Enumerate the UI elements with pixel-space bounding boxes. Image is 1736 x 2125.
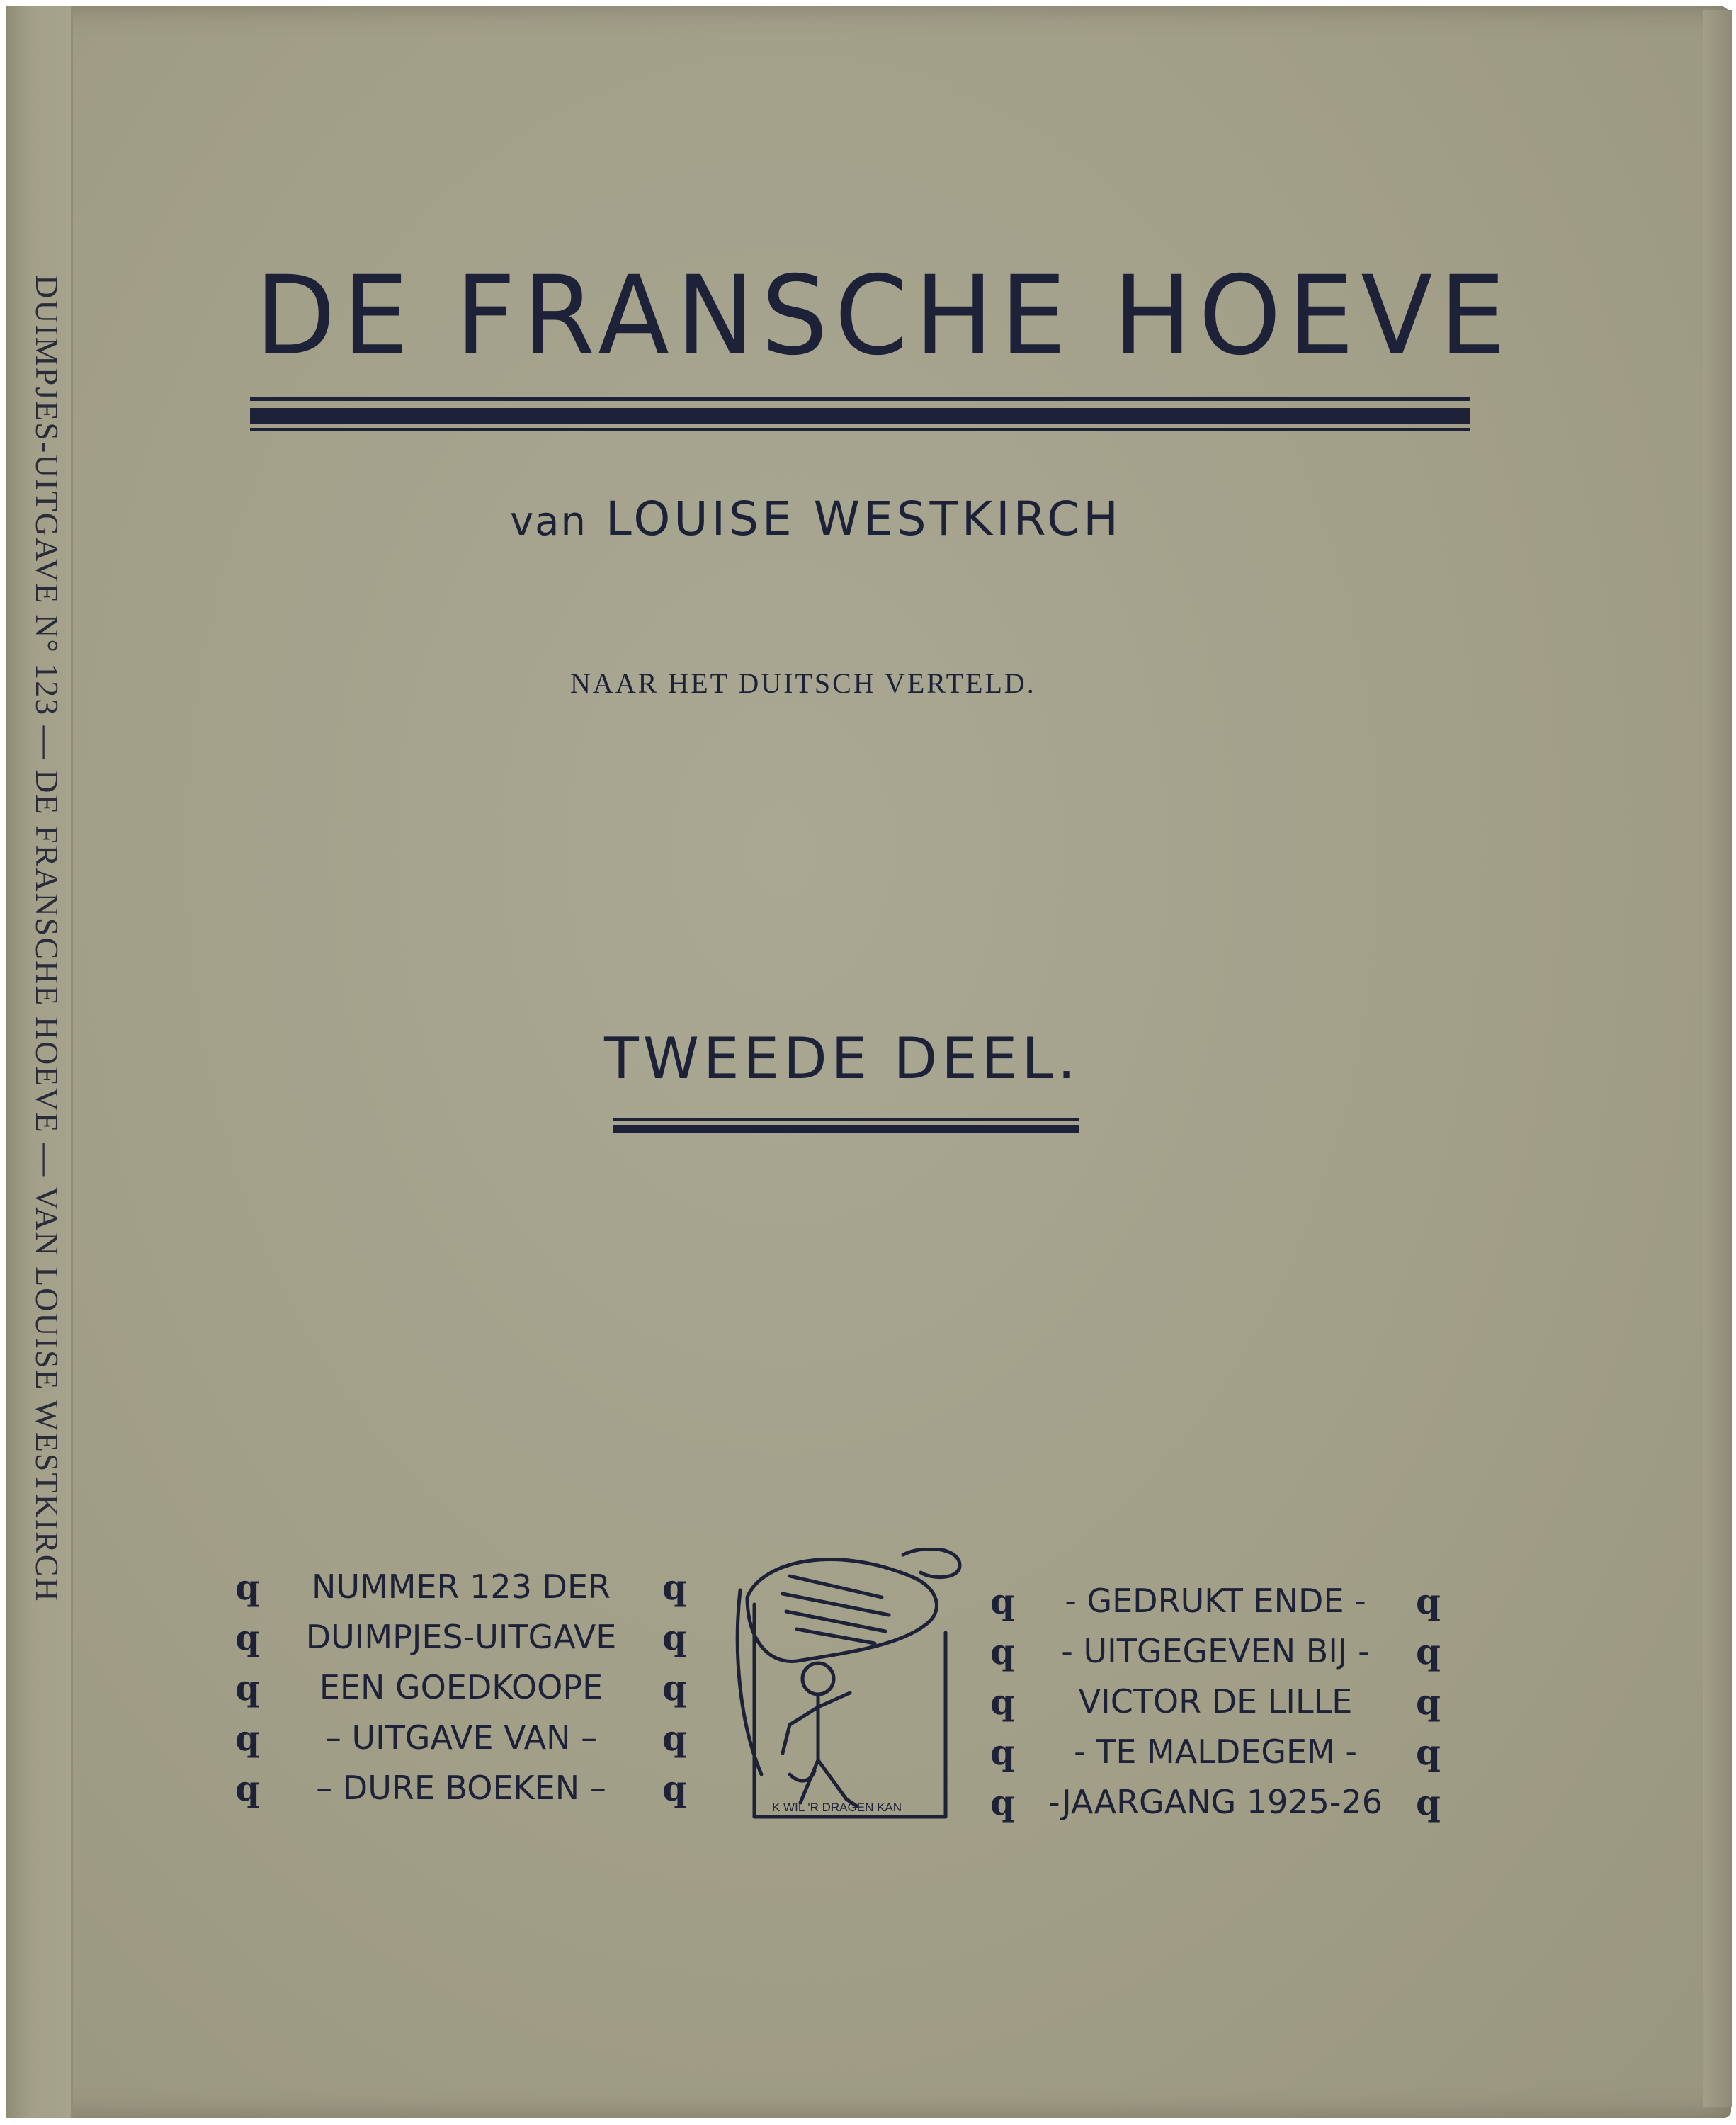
cover-right-edge xyxy=(1703,10,1732,2107)
colophon-left-line xyxy=(235,1713,687,1763)
title-rule-main xyxy=(250,408,1470,424)
colophon-left-line xyxy=(235,1763,687,1813)
colophon-right-line xyxy=(990,1677,1441,1727)
title-rule-bottom xyxy=(250,428,1470,431)
paragraph-mark-icon: q xyxy=(235,1767,260,1809)
colophon-right-text: - UITGEGEVEN BIJ - xyxy=(1061,1632,1370,1670)
paragraph-mark-icon: q xyxy=(990,1681,1015,1723)
emblem-motto: K WIL 'R DRAGEN KAN xyxy=(772,1801,902,1814)
colophon-right-line xyxy=(990,1727,1441,1777)
paragraph-mark-icon: q xyxy=(1416,1580,1441,1622)
paragraph-mark-icon: q xyxy=(662,1616,687,1658)
child-figure-icon xyxy=(802,1663,834,1694)
books-bundle-icon xyxy=(747,1560,936,1662)
colophon-right-line xyxy=(990,1777,1441,1828)
paragraph-mark-icon: q xyxy=(662,1767,687,1809)
spine-title: DUIMPJES-UITGAVE N° 123 — DE FRANSCHE HOEVE — VAN LOUISE WESTKIRCH xyxy=(29,275,65,1603)
colophon-left-text: – DURE BOEKEN – xyxy=(316,1769,606,1807)
paragraph-mark-icon: q xyxy=(990,1631,1015,1672)
author-name: LOUISE WESTKIRCH xyxy=(605,492,1122,546)
paragraph-mark-icon: q xyxy=(662,1566,687,1608)
colophon-right-line xyxy=(990,1576,1441,1626)
colophon-left-text: – UITGAVE VAN – xyxy=(324,1718,598,1757)
colophon-right-text: -JAARGANG 1925-26 xyxy=(1048,1783,1383,1821)
paragraph-mark-icon: q xyxy=(990,1731,1015,1773)
paragraph-mark-icon: q xyxy=(235,1566,260,1608)
byline-prefix: van xyxy=(510,499,587,545)
colophon-left-line xyxy=(235,1562,687,1612)
publisher-emblem xyxy=(733,1548,974,1831)
paragraph-mark-icon: q xyxy=(990,1580,1015,1622)
colophon-right-text: VICTOR DE LILLE xyxy=(1078,1682,1353,1721)
paragraph-mark-icon: q xyxy=(1416,1681,1441,1723)
author-line xyxy=(510,492,1289,546)
colophon-left xyxy=(235,1562,687,1813)
paragraph-mark-icon: q xyxy=(662,1667,687,1708)
emblem-frame xyxy=(754,1604,946,1817)
volume-rule-main xyxy=(613,1125,1079,1133)
colophon-left-text: DUIMPJES-UITGAVE xyxy=(305,1618,617,1656)
book-title: DE FRANSCHE HOEVE xyxy=(255,253,1513,380)
translation-note: NAAR HET DUITSCH VERTELD. xyxy=(570,667,1036,699)
paragraph-mark-icon: q xyxy=(1416,1731,1441,1773)
colophon-right-text: - TE MALDEGEM - xyxy=(1074,1733,1357,1771)
volume-rule-top xyxy=(613,1118,1079,1121)
paragraph-mark-icon: q xyxy=(235,1667,260,1708)
paragraph-mark-icon: q xyxy=(1416,1631,1441,1672)
paragraph-mark-icon: q xyxy=(235,1717,260,1759)
colophon-left-line xyxy=(235,1612,687,1662)
colophon-left-line xyxy=(235,1662,687,1713)
colophon-right-text: - GEDRUKT ENDE - xyxy=(1065,1582,1366,1620)
paragraph-mark-icon: q xyxy=(1416,1781,1441,1823)
colophon-right xyxy=(990,1576,1441,1828)
colophon-right-line xyxy=(990,1626,1441,1677)
title-rule-top xyxy=(250,397,1470,401)
paragraph-mark-icon: q xyxy=(235,1616,260,1658)
paragraph-mark-icon: q xyxy=(990,1781,1015,1823)
volume-title: TWEEDE DEEL. xyxy=(604,1026,1080,1092)
colophon-left-text: EEN GOEDKOOPE xyxy=(319,1668,603,1706)
paragraph-mark-icon: q xyxy=(662,1717,687,1759)
colophon-left-text: NUMMER 123 DER xyxy=(312,1568,611,1606)
